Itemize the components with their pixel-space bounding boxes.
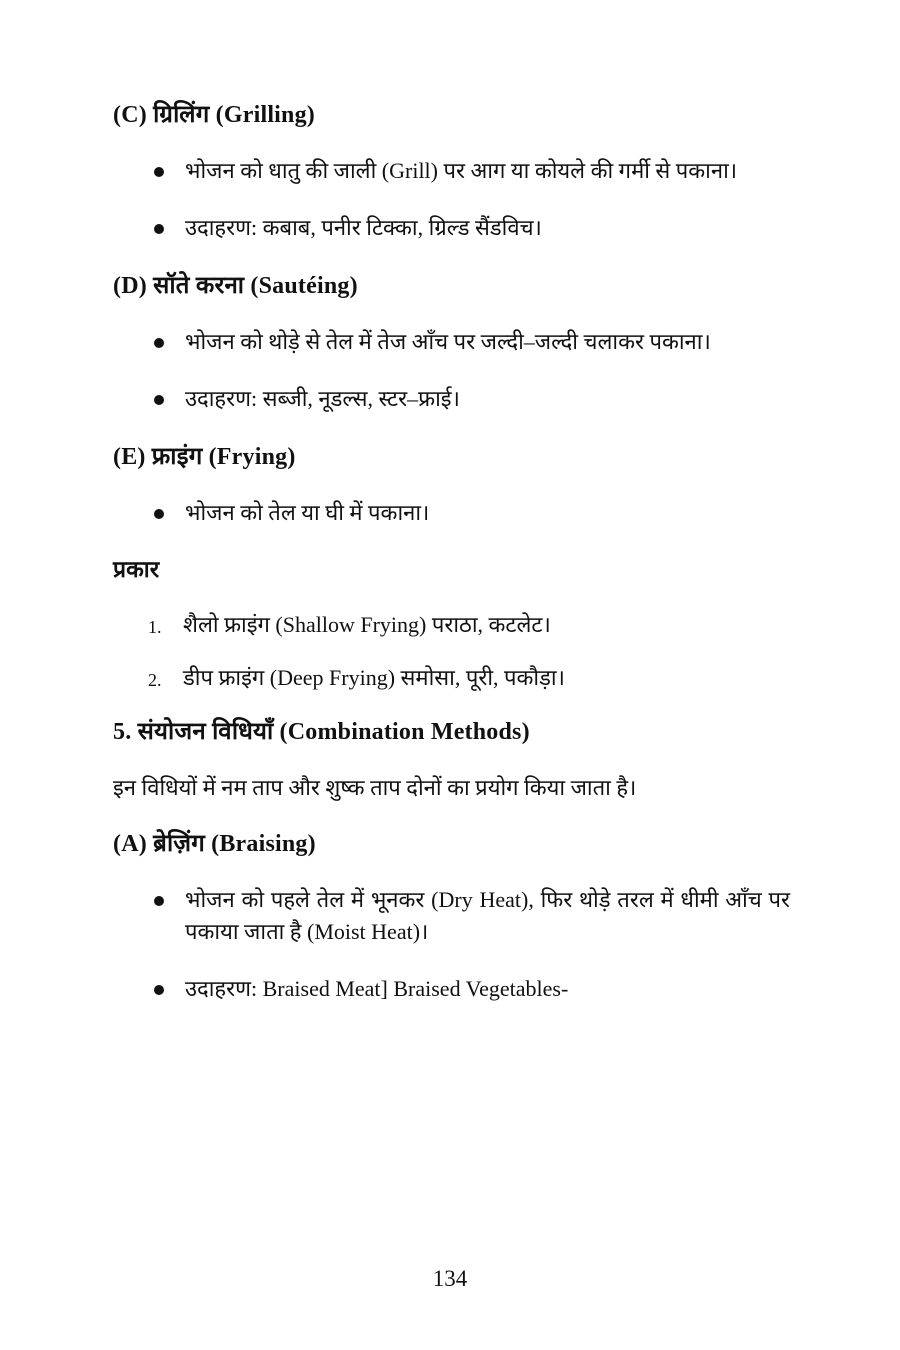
section-heading-combination: 5. संयोजन विधियाँ (Combination Methods) [113, 719, 530, 745]
bullet-text: उदाहरण: कबाब, पनीर टिक्का, ग्रिल्ड सैंडविच। [185, 215, 542, 240]
page-number: 134 [432, 1266, 468, 1291]
subheading-types: प्रकार [113, 557, 160, 582]
list-item [113, 326, 790, 358]
bullet-icon [154, 167, 164, 177]
bullet-icon [154, 338, 164, 348]
section-heading-grilling: (C) ग्रिलिंग (Grilling) [113, 102, 315, 128]
numbered-list-item [113, 609, 790, 641]
numbered-list-item [113, 662, 790, 694]
section-grilling [113, 98, 790, 244]
bullet-text: उदाहरण: Braised Meat] Braised Vegetables- [185, 976, 569, 1001]
bullet-icon [154, 224, 164, 234]
item-text: शैलो फ्राइंग (Shallow Frying) पराठा, कटलेट। [183, 612, 551, 637]
section-sauteing [113, 269, 790, 415]
bullet-text: उदाहरण: सब्जी, नूडल्स, स्टर–फ्राई। [185, 386, 460, 411]
section-heading-braising: (A) ब्रेज़िंग (Braising) [113, 831, 316, 857]
section-frying [113, 440, 790, 694]
bullet-icon [154, 509, 164, 519]
section-heading-sauteing: (D) सॉते करना (Sautéing) [113, 273, 358, 299]
bullet-text: भोजन को थोड़े से तेल में तेज आँच पर जल्दी–जल्दी चलाकर पकाना। [185, 329, 711, 354]
bullet-text: भोजन को धातु की जाली (Grill) पर आग या कोयले की गर्मी से पकाना। [185, 158, 738, 183]
bullet-icon [154, 896, 164, 906]
item-text: डीप फ्राइंग (Deep Frying) समोसा, पूरी, पकौड़ा। [183, 665, 565, 690]
bullet-text: भोजन को पहले तेल में भूनकर (Dry Heat), फिर थोड़े तरल में धीमी आँच पर पकाया जाता है (Moist Heat)। [185, 887, 790, 944]
list-item [113, 497, 790, 529]
section-combination-methods [113, 715, 790, 804]
list-item [113, 884, 790, 948]
section-braising [113, 827, 790, 1005]
bullet-icon [154, 985, 164, 995]
list-item [113, 155, 790, 187]
bullet-icon [154, 395, 164, 405]
page-content [113, 98, 790, 1030]
intro-paragraph: इन विधियों में नम ताप और शुष्क ताप दोनों का प्रयोग किया जाता है। [113, 775, 637, 800]
list-item [113, 212, 790, 244]
section-heading-frying: (E) फ्राइंग (Frying) [113, 444, 296, 470]
item-number: 2. [148, 670, 162, 690]
list-item [113, 973, 790, 1005]
item-number: 1. [148, 617, 162, 637]
bullet-text: भोजन को तेल या घी में पकाना। [185, 500, 430, 525]
list-item [113, 383, 790, 415]
